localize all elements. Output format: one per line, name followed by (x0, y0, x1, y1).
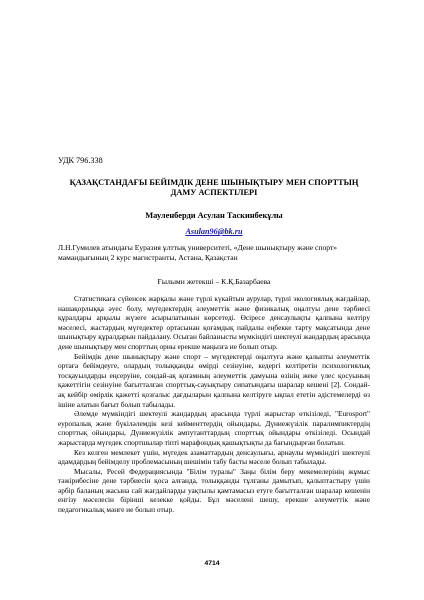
author-email-link[interactable]: Asulan96@bk.ru (185, 227, 243, 236)
page-number: 4714 (204, 560, 220, 567)
author-affiliation: Л.Н.Гумилев атындағы Еуразия ұлттық университеті, «Дене шынықтыру және спорт» мамандығының 2 курс магистранты, Астана, Қазақстан (58, 243, 338, 262)
paragraph: Бейімдік дене шынықтыру және спорт – мүгедектерді оңалтуға және қалыпты әлеуметтік ортаға бейімдеуге, олардың толыққанды өмірді сезінуіне, кедергі келтіретін психологиялық тосқауылдарды еңсеруіне, сондай-ақ қоғамның әлеуметтік дамуына өзінің жеке үлес қосуының қажеттігін сезінуіне бағытталған спорттық-сауықтыру сипатындағы шаралар кешені [2]. Сондай-ақ кейбір өмірлік қажетті қозғалыс дағдыларын қалпына келтіруге ықпал ететін әдістемелерді өз ішіне алатын бағыт болып табылады. (58, 351, 370, 409)
paragraph: Мысалы, Ресей Федерациясында "Білім туралы" Заңы білім беру мекемелерінің жұмыс тәжірибесіне дене тәрбиесін қоса алғанда, толыққанды тұлғаны дамытып, қалыптастыру үшін әрбір баланың жасына сай жағдайларды уақтылы қамтамасыз етуге бағытталған шаралар кешенін енгізу мәселесін бірінші кезекке қойды. Бұл мәселені шешу, ерекше әлеуметтік және педагогикалық мәнге ие болып отыр. (58, 466, 370, 515)
author-name: Мауленберди Асулан Таскинбекұлы (145, 211, 283, 220)
paragraph: Әлемде мүмкіндігі шектеулі жандардың арасында түрлі жарыстар өткізіледі, "Eurosport" еуропалық және бүкілəлемдік кезі кейменттердің ойындары, Дүниежүзілік паралимпиктердің спорттық ойындары, Дүниежүзілік ампутанттардың спорттық ойындары өткізіледі. Осындай жарыстарда мүгедек спортшылар тіпті марафондық қашықтықты да бағындырған болатын. (58, 409, 370, 447)
article-title: ҚАЗАҚСТАНДАҒЫ БЕЙІМДІК ДЕНЕ ШЫНЫҚТЫРУ МЕН СПОРТТЫҢ ДАМУ АСПЕКТІЛЕРІ (69, 178, 359, 198)
paragraph: Кез келген мемлекет үшін, мүгедек азаматтардың денсаулығы, арнаулы мүмкіндігі шектеулі адамдардың бейімделу проблемасының шешімін табу басты мәселе болып табылады. (58, 447, 370, 467)
paragraph: Статистикаға сүйенсек жарқалы және түрлі күкайтын аурулар, түрлі экологиялық жағдайлар, нашақорлыққа әуес болу, мүгедектердің әлеуметтік және физикалық оңалтуы дене тәрбиесі құралдары арқылы жүзеге асырылатынын көрсетеді. Өсіресе денсаулықты қалпына келтіру мәселесі, жастардың мүгедектер ортасынан қоғамдық пайдалы еңбекке тарту мақсатында дене шынықтыру құралдарын пайдалану. Осыған байланысты мүмкіндігі шектеулі жандардың арасында дене шынықтыру мен спорттың орны ерекше маңызға ие болып отыр. (58, 294, 370, 351)
udc-code: УДК 796.338 (58, 156, 103, 165)
scientific-supervisor: Ғылыми жетекші – К.Қ.Базарбаева (157, 277, 271, 286)
article-body (58, 294, 370, 515)
